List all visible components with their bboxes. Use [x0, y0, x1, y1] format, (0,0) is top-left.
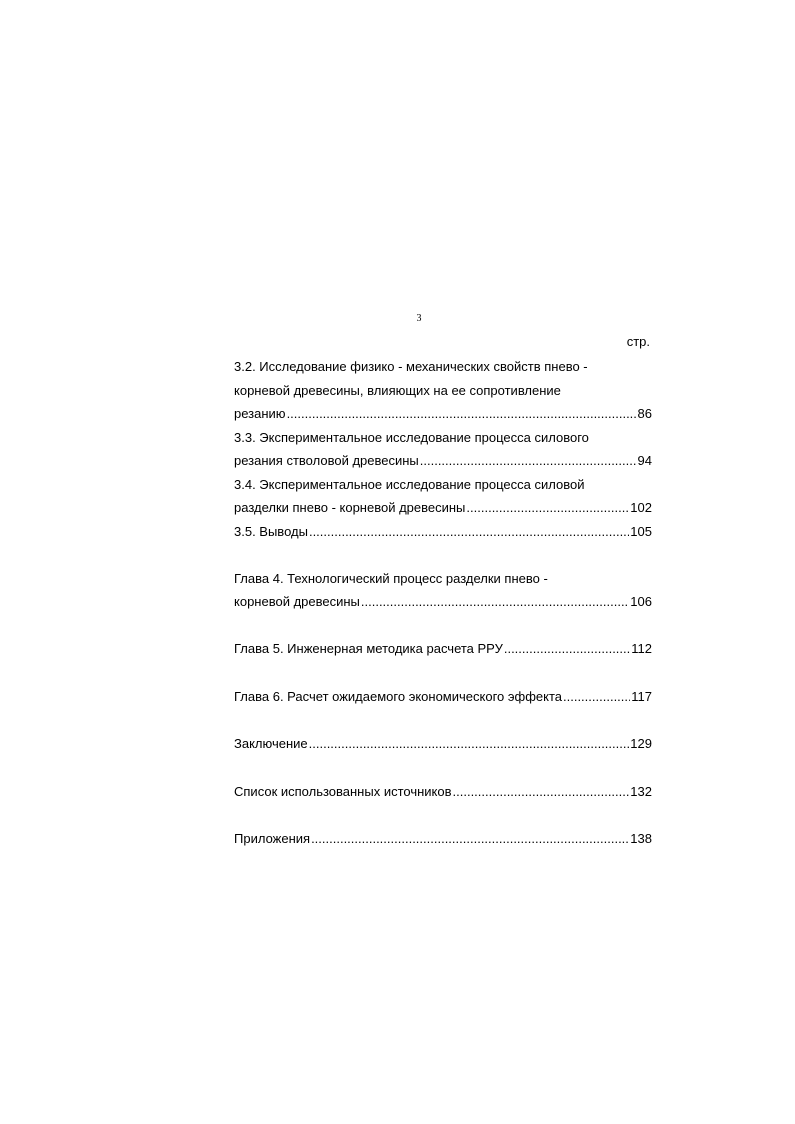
- toc-entry-title: Глава 6. Расчет ожидаемого экономического эффекта: [234, 688, 562, 704]
- toc-entry-3-5[interactable]: [234, 520, 652, 544]
- toc-entry-title: Список использованных источников: [234, 783, 452, 799]
- toc-entry-text-line: 3.2. Исследование физико - механических свойств пнево -: [234, 359, 588, 374]
- toc-entry-text-line: 3.3. Экспериментальное исследование процесса силового: [234, 429, 589, 445]
- toc-entry-title: Приложения: [234, 831, 311, 846]
- toc-entry-last-line: [234, 827, 652, 851]
- toc-leader-dots: [453, 780, 630, 804]
- toc-entry-last-line: [234, 590, 652, 614]
- toc-entry-title: 3.5. Выводы: [234, 523, 308, 539]
- toc-leader-dots: [504, 637, 630, 661]
- toc-leader-dots: [361, 590, 629, 614]
- toc-page-number: 94: [637, 453, 652, 468]
- toc-entry-appendices[interactable]: [234, 827, 652, 851]
- toc-page-number: 86: [637, 406, 652, 421]
- toc-entry-last-line: [234, 520, 652, 544]
- toc-page-number: 102: [630, 500, 652, 515]
- toc-leader-dots: [563, 685, 630, 709]
- toc-entry-3-2[interactable]: [234, 355, 652, 426]
- toc-entry-text-line: корневой древесины, влияющих на ее сопротивление: [234, 382, 561, 398]
- toc-leader-dots: [309, 732, 630, 756]
- toc-entry-last-line: [234, 402, 652, 426]
- toc-entry-chapter-6[interactable]: [234, 685, 652, 709]
- toc-entry-last-line: [234, 685, 652, 709]
- toc-leader-dots: [466, 496, 629, 520]
- toc-entry-title: Глава 5. Инженерная методика расчета РРУ: [234, 641, 503, 656]
- toc-entry-title: корневой древесины: [234, 594, 360, 609]
- toc-entry-title: резания стволовой древесины: [234, 453, 419, 468]
- toc-entry-last-line: [234, 780, 652, 804]
- toc-entry-chapter-4[interactable]: [234, 567, 652, 614]
- toc-entry-chapter-5[interactable]: [234, 637, 652, 661]
- toc-entry-title: резанию: [234, 406, 286, 421]
- toc-entry-last-line: [234, 496, 652, 520]
- toc-entry-last-line: [234, 732, 652, 756]
- toc-entry-text-line: Глава 4. Технологический процесс разделки пнево -: [234, 570, 548, 586]
- toc-page-number: 132: [630, 783, 652, 799]
- toc-entry-text-line: 3.4. Экспериментальное исследование процесса силовой: [234, 476, 585, 492]
- toc-entry-conclusion[interactable]: [234, 732, 652, 756]
- toc-leader-dots: [311, 827, 629, 851]
- page-column-label: стр.: [626, 334, 650, 349]
- toc-leader-dots: [420, 449, 637, 473]
- toc-page-number: 105: [630, 523, 652, 539]
- page-number: 3: [416, 313, 422, 324]
- toc-entry-last-line: [234, 637, 652, 661]
- toc-leader-dots: [309, 520, 629, 544]
- toc-page-number: 138: [630, 831, 652, 846]
- toc-page-number: 106: [630, 594, 652, 609]
- toc-entry-last-line: [234, 449, 652, 473]
- toc-page-number: 112: [631, 641, 652, 656]
- toc-page-number: 129: [630, 736, 652, 751]
- toc-leader-dots: [287, 402, 637, 426]
- toc-entry-title: разделки пнево - корневой древесины: [234, 500, 466, 515]
- toc-page-number: 117: [631, 688, 652, 704]
- toc-entry-3-4[interactable]: [234, 473, 652, 520]
- toc-entry-3-3[interactable]: [234, 426, 652, 473]
- toc-entry-references[interactable]: [234, 780, 652, 804]
- toc-entry-title: Заключение: [234, 736, 308, 751]
